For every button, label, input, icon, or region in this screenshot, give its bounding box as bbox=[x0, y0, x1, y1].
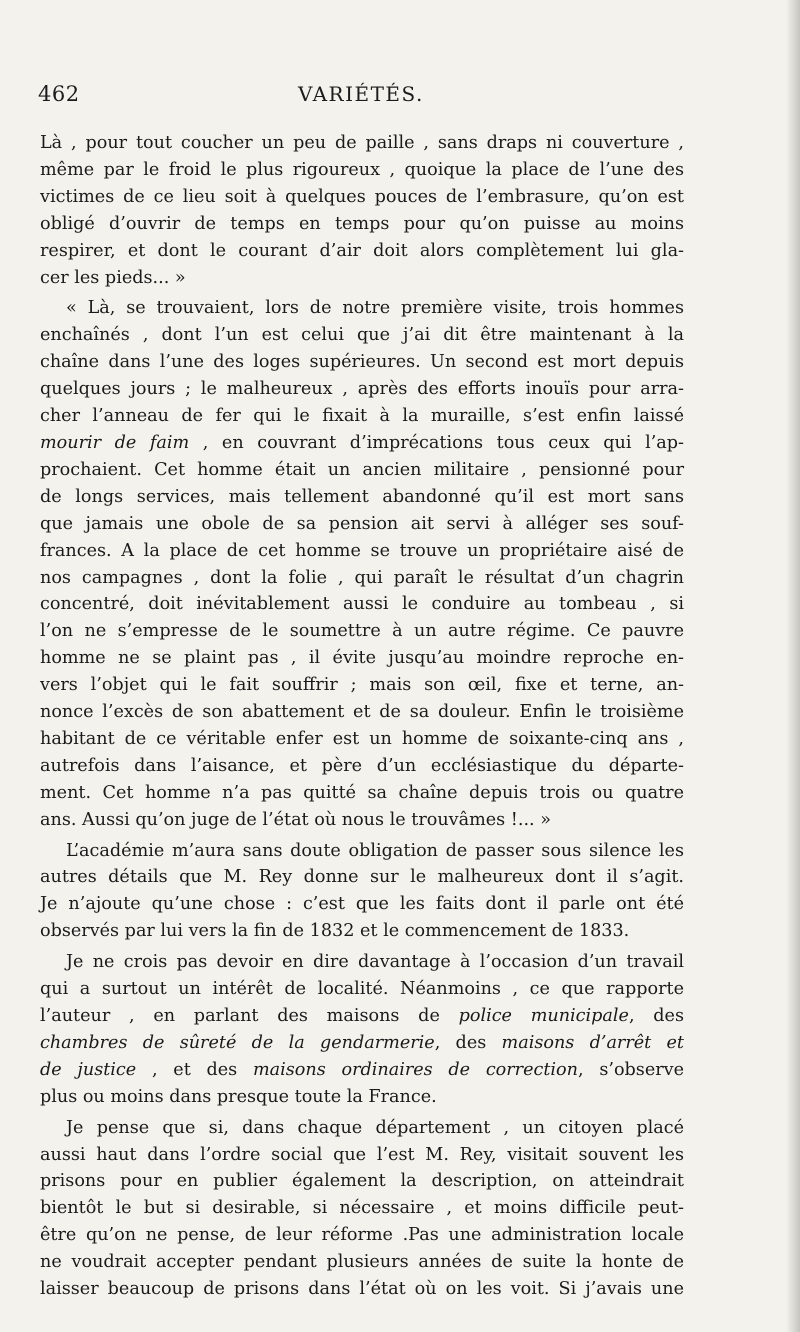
text-line: chaîne dans l’une des loges supérieures. Un second est mort depuis bbox=[40, 352, 684, 373]
text-line: ans. Aussi qu’on juge de l’état où nous le trouvâmes !... » bbox=[40, 809, 552, 830]
text-line: qui a surtout un intérêt de localité. Néanmoins , ce que rapporte bbox=[40, 979, 684, 1000]
italic-phrase: police municipale bbox=[458, 1006, 629, 1026]
text-line: homme ne se plaint pas , il évite jusqu’au moindre reproche en- bbox=[40, 648, 684, 669]
text-line: laisser beaucoup de prisons dans l’état où on les voit. Si j’avais une bbox=[40, 1279, 684, 1300]
text-line: enchaînés , dont l’un est celui que j’ai dit être maintenant à la bbox=[40, 325, 684, 346]
text-line: bientôt le but si desirable, si nécessaire , et moins difficile peut- bbox=[40, 1198, 684, 1219]
text-line: plus ou moins dans presque toute la France. bbox=[40, 1086, 437, 1107]
text-line: observés par lui vers la fin de 1832 et le commencement de 1833. bbox=[40, 921, 630, 942]
italic-phrase: chambres de sûreté de la gendarmerie bbox=[40, 1032, 435, 1053]
text-line: victimes de ce lieu soit à quelques pouces de l’embrasure, qu’on est bbox=[40, 186, 684, 207]
text-line: concentré, doit inévitablement aussi le conduire au tombeau , si bbox=[40, 594, 684, 615]
paragraph-3 bbox=[40, 838, 684, 946]
text-line-with-italic: l’auteur , en parlant des maisons de police municipale, des bbox=[40, 1006, 684, 1026]
text-line: nos campagnes , dont la folie , qui paraît le résultat d’un chagrin bbox=[40, 567, 684, 588]
italic-phrase: mourir de faim bbox=[40, 432, 190, 453]
text-line: nonce l’excès de son abattement et de sa douleur. Enfin le troisième bbox=[40, 702, 684, 723]
text-line: de longs services, mais tellement abandonné qu’il est mort sans bbox=[40, 486, 684, 507]
text-line: Je ne crois pas devoir en dire davantage à l’occasion d’un travail bbox=[66, 952, 684, 973]
text-line: L’académie m’aura sans doute obligation de passer sous silence les bbox=[66, 840, 684, 861]
text-line: autres détails que M. Rey donne sur le malheureux dont il s’agit. bbox=[40, 867, 684, 888]
text-line: Je pense que si, dans chaque département , un citoyen placé bbox=[66, 1117, 684, 1138]
running-title: VARIÉTÉS. bbox=[298, 82, 424, 106]
paragraph-1 bbox=[40, 130, 684, 291]
text-line: ne voudrait accepter pendant plusieurs années de suite la honte de bbox=[40, 1252, 684, 1273]
text-line: respirer, et dont le courant d’air doit alors complètement lui gla- bbox=[40, 240, 684, 261]
text-line: cher l’anneau de fer qui le fixait à la muraille, s’est enfin laissé bbox=[40, 406, 684, 427]
text-line: Je n’ajoute qu’une chose : c’est que les faits dont il parle ont été bbox=[40, 894, 684, 915]
page-number: 462 bbox=[38, 82, 80, 106]
text-line: « Là, se trouvaient, lors de notre première visite, trois hommes bbox=[66, 298, 684, 319]
text-line: autrefois dans l’aisance, et père d’un ecclésiastique du départe- bbox=[40, 755, 684, 776]
text-line: Là , pour tout coucher un peu de paille , sans draps ni couverture , bbox=[40, 133, 684, 153]
text-line: l’on ne s’empresse de le soumettre à un autre régime. Ce pauvre bbox=[40, 621, 684, 642]
paragraph-2 bbox=[40, 295, 684, 833]
text-line: vers l’objet qui le fait souffrir ; mais son œil, fixe et terne, an- bbox=[40, 675, 684, 696]
text-line: habitant de ce véritable enfer est un homme de soixante-cinq ans , bbox=[40, 728, 684, 749]
text-line: frances. A la place de cet homme se trouve un propriétaire aisé de bbox=[40, 540, 684, 561]
paragraph-5 bbox=[40, 1115, 684, 1303]
text-line-with-italic: chambres de sûreté de la gendarmerie, des maisons d’arrêt et bbox=[40, 1032, 684, 1053]
text-line: être qu’on ne pense, de leur réforme .Pas une administration locale bbox=[40, 1225, 684, 1246]
text-line: prisons pour en publier également la description, on atteindrait bbox=[40, 1171, 684, 1192]
text-line: même par le froid le plus rigoureux , quoique la place de l’une des bbox=[40, 159, 684, 180]
page-header bbox=[38, 82, 688, 116]
italic-phrase: maisons ordinaires de correction bbox=[252, 1059, 578, 1080]
text-line: obligé d’ouvrir de temps en temps pour qu’on puisse au moins bbox=[40, 213, 684, 234]
text-line: cer les pieds... » bbox=[40, 267, 186, 288]
page-edge-shadow bbox=[786, 0, 800, 1332]
paragraph-4 bbox=[40, 949, 684, 1110]
text-line: prochaient. Cet homme était un ancien militaire , pensionné pour bbox=[40, 459, 684, 480]
text-line: quelques jours ; le malheureux , après des efforts inouïs pour arra- bbox=[40, 379, 684, 400]
text-line: que jamais une obole de sa pension ait servi à alléger ses souf- bbox=[40, 513, 684, 534]
text-line-with-italic: mourir de faim , en couvrant d’imprécations tous ceux qui l’ap- bbox=[40, 432, 685, 453]
text-line: aussi haut dans l’ordre social que l’est M. Rey, visitait souvent les bbox=[40, 1144, 684, 1165]
italic-phrase: de justice bbox=[40, 1059, 137, 1080]
body-text bbox=[40, 130, 684, 1307]
text-line: ment. Cet homme n’a pas quitté sa chaîne depuis trois ou quatre bbox=[40, 782, 684, 803]
italic-phrase: maisons d’arrêt et bbox=[501, 1032, 684, 1053]
text-line-with-italic: de justice , et des maisons ordinaires de correction, s’observe bbox=[40, 1059, 684, 1080]
